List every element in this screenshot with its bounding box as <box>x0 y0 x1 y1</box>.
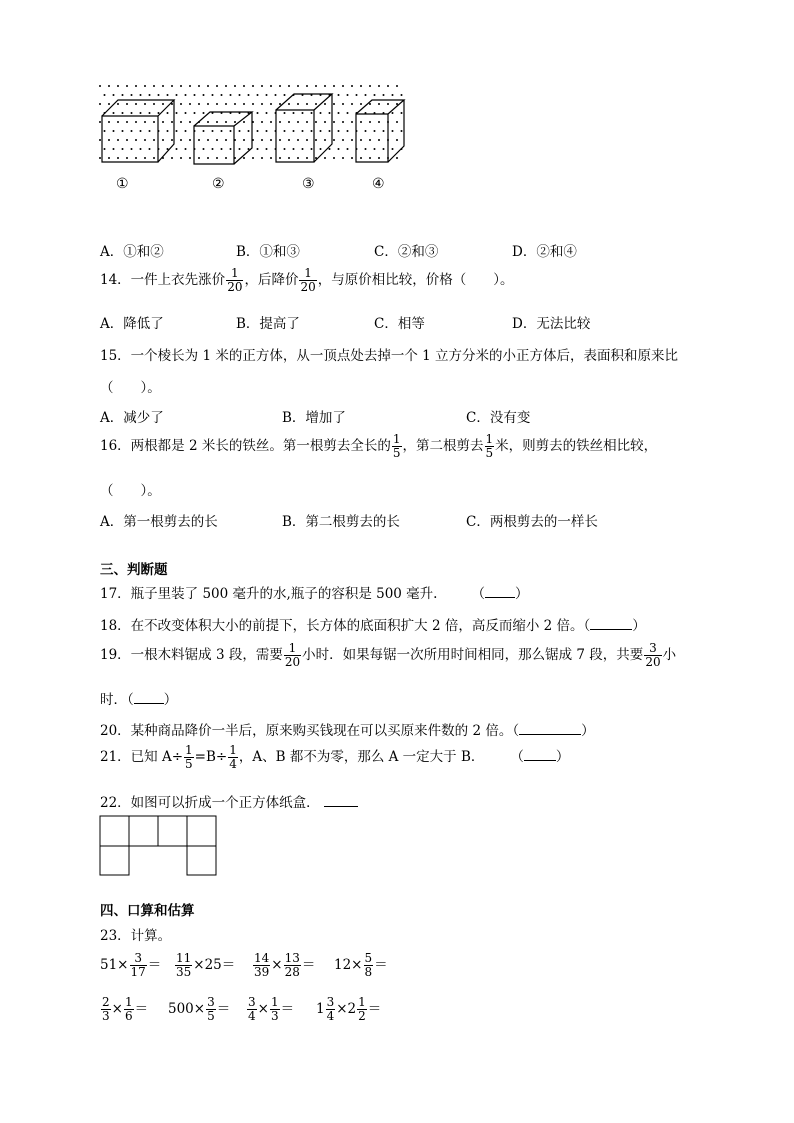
answer-blank[interactable] <box>324 794 358 807</box>
answer-blank[interactable] <box>134 691 164 704</box>
q15-option-c: C．没有变 <box>466 410 531 426</box>
question-14: 14．一件上衣先涨价 $\frac{1}{20}$ ，后降价 $\frac{1}{20}$ ，与原价相比较，价格（ ）。 <box>100 266 514 294</box>
question-23-label: 23．计算。 <box>100 928 172 944</box>
question-18: 18．在不改变体积大小的前提下，长方体的底面积扩大 2 倍，高反而缩小 2 倍。（ ） <box>100 618 646 634</box>
question-15-line2: （ ）。 <box>100 380 161 396</box>
figure-label-3: ③ <box>302 176 315 192</box>
question-16-line2: （ ）。 <box>100 483 161 499</box>
cuboid-figure <box>96 82 408 194</box>
q14-option-a: A．降低了 <box>100 316 164 332</box>
q15-option-a: A．减少了 <box>100 410 164 426</box>
cuboid-2 <box>194 112 252 164</box>
answer-blank[interactable] <box>519 722 581 735</box>
section-3-title: 三、判断题 <box>100 562 168 578</box>
q13-option-c: C．②和③ <box>374 244 439 260</box>
calc-item: 12× $\frac{5}{8}$ ＝ <box>334 951 388 979</box>
cuboid-3 <box>276 94 332 162</box>
q13-option-a: A．①和② <box>100 244 164 260</box>
fraction: $\frac{1}{5}$ <box>392 432 401 460</box>
calc-item: $\frac{14}{39}$ × $\frac{13}{28}$ ＝ <box>254 951 316 979</box>
q14-option-c: C．相等 <box>374 316 425 332</box>
figure-label-4: ④ <box>372 176 385 192</box>
fraction: $\frac{1}{4}$ <box>229 743 237 771</box>
answer-blank[interactable] <box>485 585 515 598</box>
fraction: $\frac{1}{20}$ <box>227 266 243 294</box>
question-19: 19．一根木料锯成 3 段，需要 $\frac{1}{20}$ 小时．如果每锯一次所用时间相同，那么锯成 7 段，共要 $\frac{3}{20}$ 小 <box>100 641 677 669</box>
question-21: 21．已知 A÷ $\frac{1}{5}$ =B÷ $\frac{1}{4}$ ，A、B 都不为零，那么 A 一定大于 B． （ ） <box>100 743 570 771</box>
fraction: $\frac{1}{20}$ <box>284 641 301 669</box>
dot-grid <box>99 85 403 159</box>
calc-item: 51× $\frac{3}{17}$ ＝ <box>100 951 162 979</box>
q13-option-d: D．②和④ <box>512 244 577 260</box>
calc-item: $\frac{3}{4}$ × $\frac{1}{3}$ ＝ <box>248 995 295 1023</box>
calc-item: 500× $\frac{3}{5}$ ＝ <box>168 995 231 1023</box>
question-17: 17．瓶子里装了 500 毫升的水,瓶子的容积是 500 毫升. （ ） <box>100 586 529 602</box>
q14-option-d: D．无法比较 <box>512 316 591 332</box>
fraction: $\frac{3}{20}$ <box>645 641 661 669</box>
question-15-line1: 15．一个棱长为 1 米的正方体，从一顶点处去掉一个 1 立方分米的小正方体后，表面积和原来比 <box>100 348 679 364</box>
figure-label-2: ② <box>212 176 225 192</box>
q13-option-b: B．①和③ <box>236 244 300 260</box>
question-16: 16．两根都是 2 米长的铁丝。第一根剪去全长的 $\frac{1}{5}$ ，第二根剪去 $\frac{1}{5}$ 米，则剪去的铁丝相比较， <box>100 432 658 460</box>
answer-blank[interactable] <box>590 617 632 630</box>
calc-item: 1 $\frac{3}{4}$ ×2 $\frac{1}{2}$ ＝ <box>316 995 382 1023</box>
fraction: $\frac{1}{20}$ <box>300 266 316 294</box>
fraction: $\frac{1}{5}$ <box>185 743 193 771</box>
q16-option-b: B．第二根剪去的长 <box>282 514 400 530</box>
q14-option-b: B．提高了 <box>236 316 300 332</box>
question-20: 20．某种商品降价一半后，原来购买钱现在可以买原来件数的 2 倍。（ ） <box>100 723 595 739</box>
fraction: $\frac{1}{5}$ <box>485 432 494 460</box>
question-22: 22．如图可以折成一个正方体纸盒． <box>100 791 358 811</box>
calc-item: $\frac{2}{3}$ × $\frac{1}{6}$ ＝ <box>102 995 149 1023</box>
q16-option-c: C．两根剪去的一样长 <box>466 514 598 530</box>
calc-item: $\frac{11}{35}$ ×25＝ <box>176 951 236 979</box>
q15-option-b: B．增加了 <box>282 410 346 426</box>
figure-label-1: ① <box>116 176 129 192</box>
question-19-line2: 时．（ ） <box>100 692 178 708</box>
section-4-title: 四、口算和估算 <box>100 903 195 919</box>
cuboid-4 <box>356 100 404 162</box>
cube-net-figure <box>99 815 219 877</box>
answer-blank[interactable] <box>524 748 556 761</box>
q16-option-a: A．第一根剪去的长 <box>100 514 218 530</box>
